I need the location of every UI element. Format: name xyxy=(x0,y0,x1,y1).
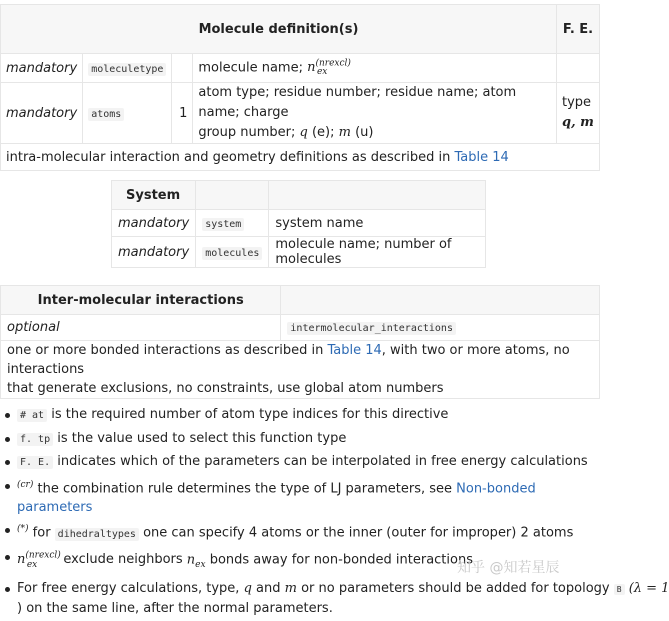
list-item: # at is the required number of atom type indices for this directive xyxy=(0,405,600,425)
directive-code: system xyxy=(202,218,244,231)
list-item: For free energy calculations, type, q and m or no parameters should be added for topology B (λ = 1 ) on the same line, after the normal parameters. xyxy=(0,579,600,618)
description-cell: molecule name; $n^{(nrexcl)}_{ex}$ xyxy=(193,54,557,83)
list-item: (*) for dihedraltypes one can specify 4 atoms or the inner (outer for improper) 2 atoms xyxy=(0,520,600,543)
requirement-cell: optional xyxy=(1,315,281,341)
list-item: F. E. indicates which of the parameters can be interpolated in free energy calculations xyxy=(0,452,600,472)
num-cell: 1 xyxy=(172,83,193,144)
fe-cell: type q, m xyxy=(556,83,599,144)
watermark: 知乎 @知若星辰 xyxy=(457,560,560,576)
table-footer: intra-molecular interaction and geometry definitions as described in Table 14 xyxy=(1,144,600,171)
system-table xyxy=(111,180,486,268)
table-header: Inter-molecular interactions xyxy=(1,286,281,315)
fe-header: F. E. xyxy=(556,5,599,54)
description-cell: atom type; residue number; residue name; atom name; charge group number; q (e); m (u) xyxy=(193,83,557,144)
table14-link[interactable]: Table 14 xyxy=(327,343,382,358)
directive-code: molecules xyxy=(202,247,262,260)
table-header: System xyxy=(112,181,196,210)
notes-list xyxy=(0,405,669,621)
description-cell: system name xyxy=(269,210,486,237)
requirement-cell: mandatory xyxy=(1,54,83,83)
description-cell: one or more bonded interactions as described in Table 14, with two or more atoms, no interactions that generate exclusions, no constraints, use global atom numbers xyxy=(1,341,600,399)
list-item: f. tp is the value used to select this function type xyxy=(0,429,600,449)
num-cell xyxy=(172,54,193,83)
requirement-cell: mandatory xyxy=(112,237,196,268)
nonbonded-link[interactable]: Non-bonded parameters xyxy=(17,480,536,515)
table-header: Molecule definition(s) xyxy=(1,5,557,54)
directive-code: atoms xyxy=(88,108,124,121)
fe-cell xyxy=(556,54,599,83)
directive-code: intermolecular_interactions xyxy=(287,322,456,335)
list-item: $n^{(nrexcl)}_{ex}$ exclude neighbors $n_{ex}$ bonds away for non-bonded interactions xyxy=(0,547,600,575)
description-cell: molecule name; number of molecules xyxy=(269,237,486,268)
n-ex-math: $n^{(nrexcl)}_{ex}$ xyxy=(307,58,351,78)
directive-code: moleculetype xyxy=(88,63,166,76)
requirement-cell: mandatory xyxy=(112,210,196,237)
table14-link[interactable]: Table 14 xyxy=(454,149,509,165)
list-item: $^{(cr)}$ the combination rule determines the type of LJ parameters, see Non-bonded parameters xyxy=(0,476,600,517)
intermolecular-table xyxy=(0,285,600,399)
molecule-definition-table xyxy=(0,4,600,171)
requirement-cell: mandatory xyxy=(1,83,83,144)
